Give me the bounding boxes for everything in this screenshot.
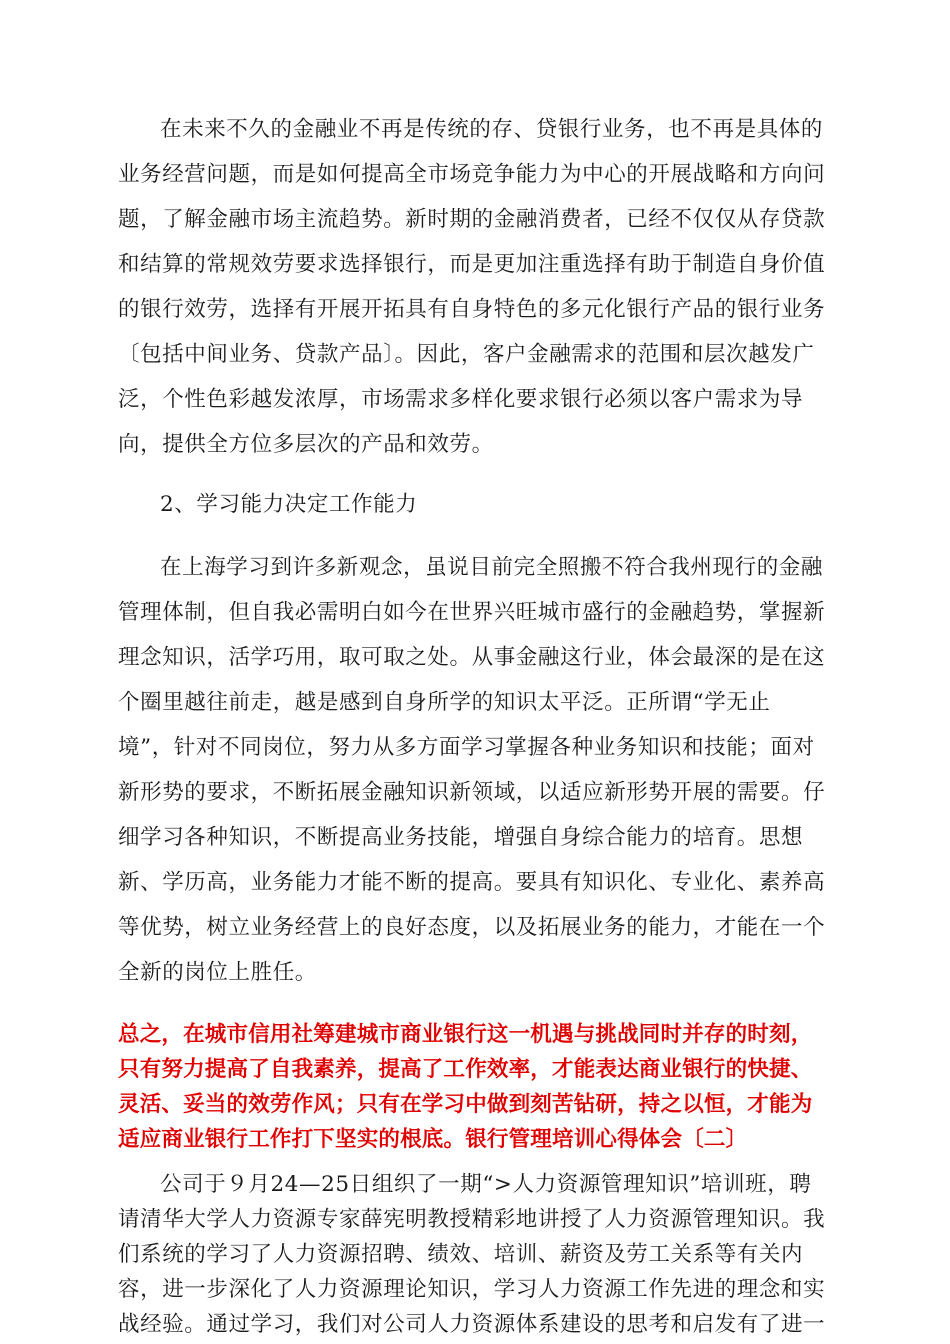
paragraph-3-line: 公司于９月24—25日组织了一期“>人力资源管理知识”培训班，聘: [160, 1172, 812, 1197]
paragraph-2-line: 个圈里越往前走，越是感到自身所学的知识太平泛。正所谓“学无止: [118, 690, 771, 715]
paragraph-2-line: 新、学历高，业务能力才能不断的提高。要具有知识化、专业化、素养高: [118, 870, 826, 895]
paragraph-1-line: 向，提供全方位多层次的产品和效劳。: [118, 432, 494, 457]
paragraph-1-line: 在未来不久的金融业不再是传统的存、贷银行业务，也不再是具体的: [160, 117, 824, 142]
paragraph-3-line: 们系统的学习了人力资源招聘、绩效、培训、薪资及劳工关系等有关内: [118, 1242, 804, 1267]
paragraph-3-line: 战经验。通过学习，我们对公司人力资源体系建设的思考和启发有了进一: [118, 1312, 826, 1337]
paragraph-2-line: 细学习各种知识，不断提高业务技能，增强自身综合能力的培育。思想: [118, 825, 804, 850]
paragraph-1-line: 的银行效劳，选择有开展开拓具有自身特色的多元化银行产品的银行业务: [118, 297, 826, 322]
paragraph-1-line: 和结算的常规效劳要求选择银行，而是更加注重选择有助于制造自身价值: [118, 252, 826, 277]
paragraph-2-line: 理念知识，活学巧用，取可取之处。从事金融这行业，体会最深的是在这: [118, 645, 826, 670]
paragraph-1-line: 〔包括中间业务、贷款产品〕。因此，客户金融需求的范围和层次越发广: [118, 342, 815, 367]
paragraph-2-line: 管理体制，但自我必需明白如今在世界兴旺城市盛行的金融趋势，掌握新: [118, 600, 826, 625]
paragraph-3-line: 容，进一步深化了人力资源理论知识，学习人力资源工作先进的理念和实: [118, 1277, 826, 1302]
paragraph-2-line: 全新的岗位上胜任。: [118, 960, 317, 985]
paragraph-2-line: 境”，针对不同岗位，努力从多方面学习掌握各种业务知识和技能；面对: [118, 735, 815, 760]
section-heading: 2、学习能力决定工作能力: [160, 492, 418, 517]
paragraph-2-line: 新形势的要求，不断拓展金融知识新领域，以适应新形势开展的需要。仔: [118, 780, 826, 805]
highlight-line: 灵活、妥当的效劳作风；只有在学习中做到刻苦钻研，持之以恒，才能为: [118, 1092, 813, 1117]
paragraph-1-line: 泛，个性色彩越发浓厚，市场需求多样化要求银行必须以客户需求为导: [118, 387, 804, 412]
paragraph-1-line: 题，了解金融市场主流趋势。新时期的金融消费者，已经不仅仅从存贷款: [118, 207, 826, 232]
paragraph-2-line: 等优势，树立业务经营上的良好态度，以及拓展业务的能力，才能在一个: [118, 915, 826, 940]
paragraph-2-line: 在上海学习到许多新观念，虽说目前完全照搬不符合我州现行的金融: [160, 555, 824, 580]
highlight-line: 适应商业银行工作打下坚实的根底。银行管理培训心得体会〔二〕: [118, 1127, 748, 1152]
paragraph-3-line: 请清华大学人力资源专家薛宪明教授精彩地讲授了人力资源管理知识。我: [118, 1207, 826, 1232]
paragraph-1-line: 业务经营问题，而是如何提高全市场竞争能力为中心的开展战略和方向问: [118, 162, 826, 187]
highlight-line: 总之，在城市信用社筹建城市商业银行这一机遇与挑战同时并存的时刻，: [118, 1022, 813, 1047]
highlight-line: 只有努力提高了自我素养，提高了工作效率，才能表达商业银行的快捷、: [118, 1057, 813, 1082]
